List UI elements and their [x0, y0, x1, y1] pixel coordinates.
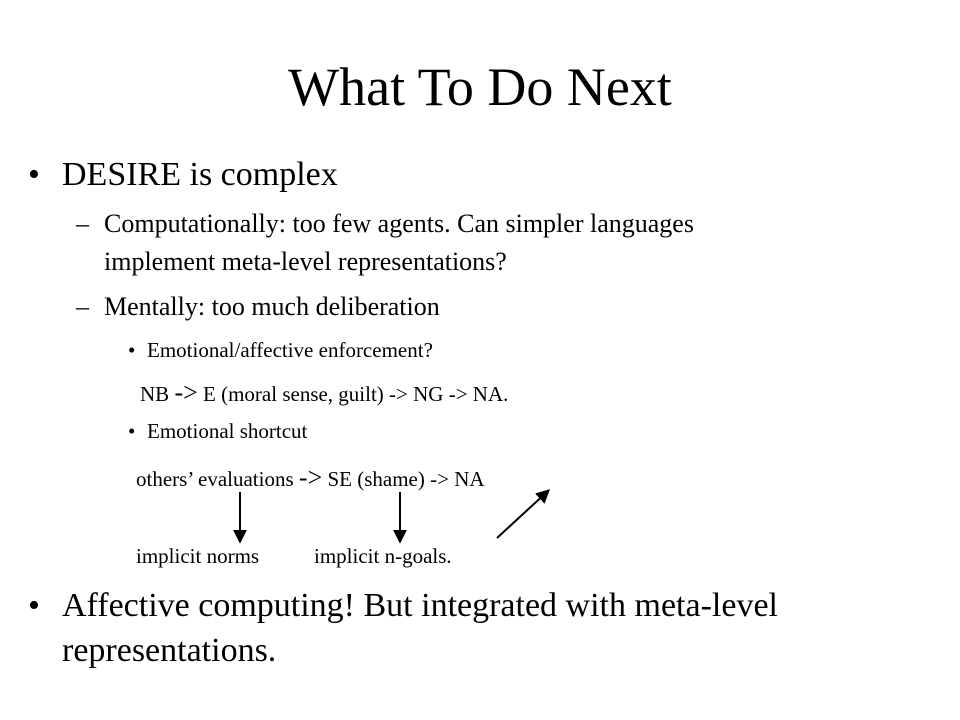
sub-bullet-computationally-line1: Computationally: too few agents. Can simpler languages — [104, 209, 694, 238]
bullet-marker: • — [28, 587, 40, 624]
bullet-marker: • — [28, 156, 40, 193]
arrow-symbol: -> — [174, 378, 198, 407]
formula-part: SE (shame) -> NA — [322, 467, 485, 491]
sub-bullet-mentally: Mentally: too much deliberation — [104, 292, 440, 321]
arrow-ngoals-to-na — [497, 491, 548, 538]
bullet-emotional-enforcement: Emotional/affective enforcement? — [147, 338, 433, 362]
small-bullet-marker: • — [128, 419, 136, 443]
formula-nb-e-ng-na — [140, 380, 508, 406]
formula-part: E (moral sense, guilt) -> NG -> NA. — [197, 382, 509, 406]
bullet-affective-computing-line2: representations. — [62, 632, 277, 669]
slide-title: What To Do Next — [288, 57, 672, 117]
sub-bullet-computationally-line2: implement meta-level representations? — [104, 247, 507, 276]
implicit-norms-label: implicit norms — [136, 544, 260, 568]
dash-marker: – — [76, 292, 89, 321]
small-bullet-marker: • — [128, 338, 136, 362]
bullet-desire-complex: DESIRE is complex — [62, 156, 338, 193]
formula-others-se-na — [136, 465, 485, 491]
implicit-ngoals-label: implicit n-goals. — [314, 544, 452, 568]
bullet-affective-computing-line1: Affective computing! But integrated with meta-level — [62, 587, 778, 624]
formula-part: others’ evaluations — [136, 467, 299, 491]
arrow-symbol: -> — [298, 463, 323, 492]
bullet-emotional-shortcut: Emotional shortcut — [147, 419, 308, 443]
dash-marker: – — [76, 209, 89, 238]
formula-part: NB — [140, 382, 175, 406]
